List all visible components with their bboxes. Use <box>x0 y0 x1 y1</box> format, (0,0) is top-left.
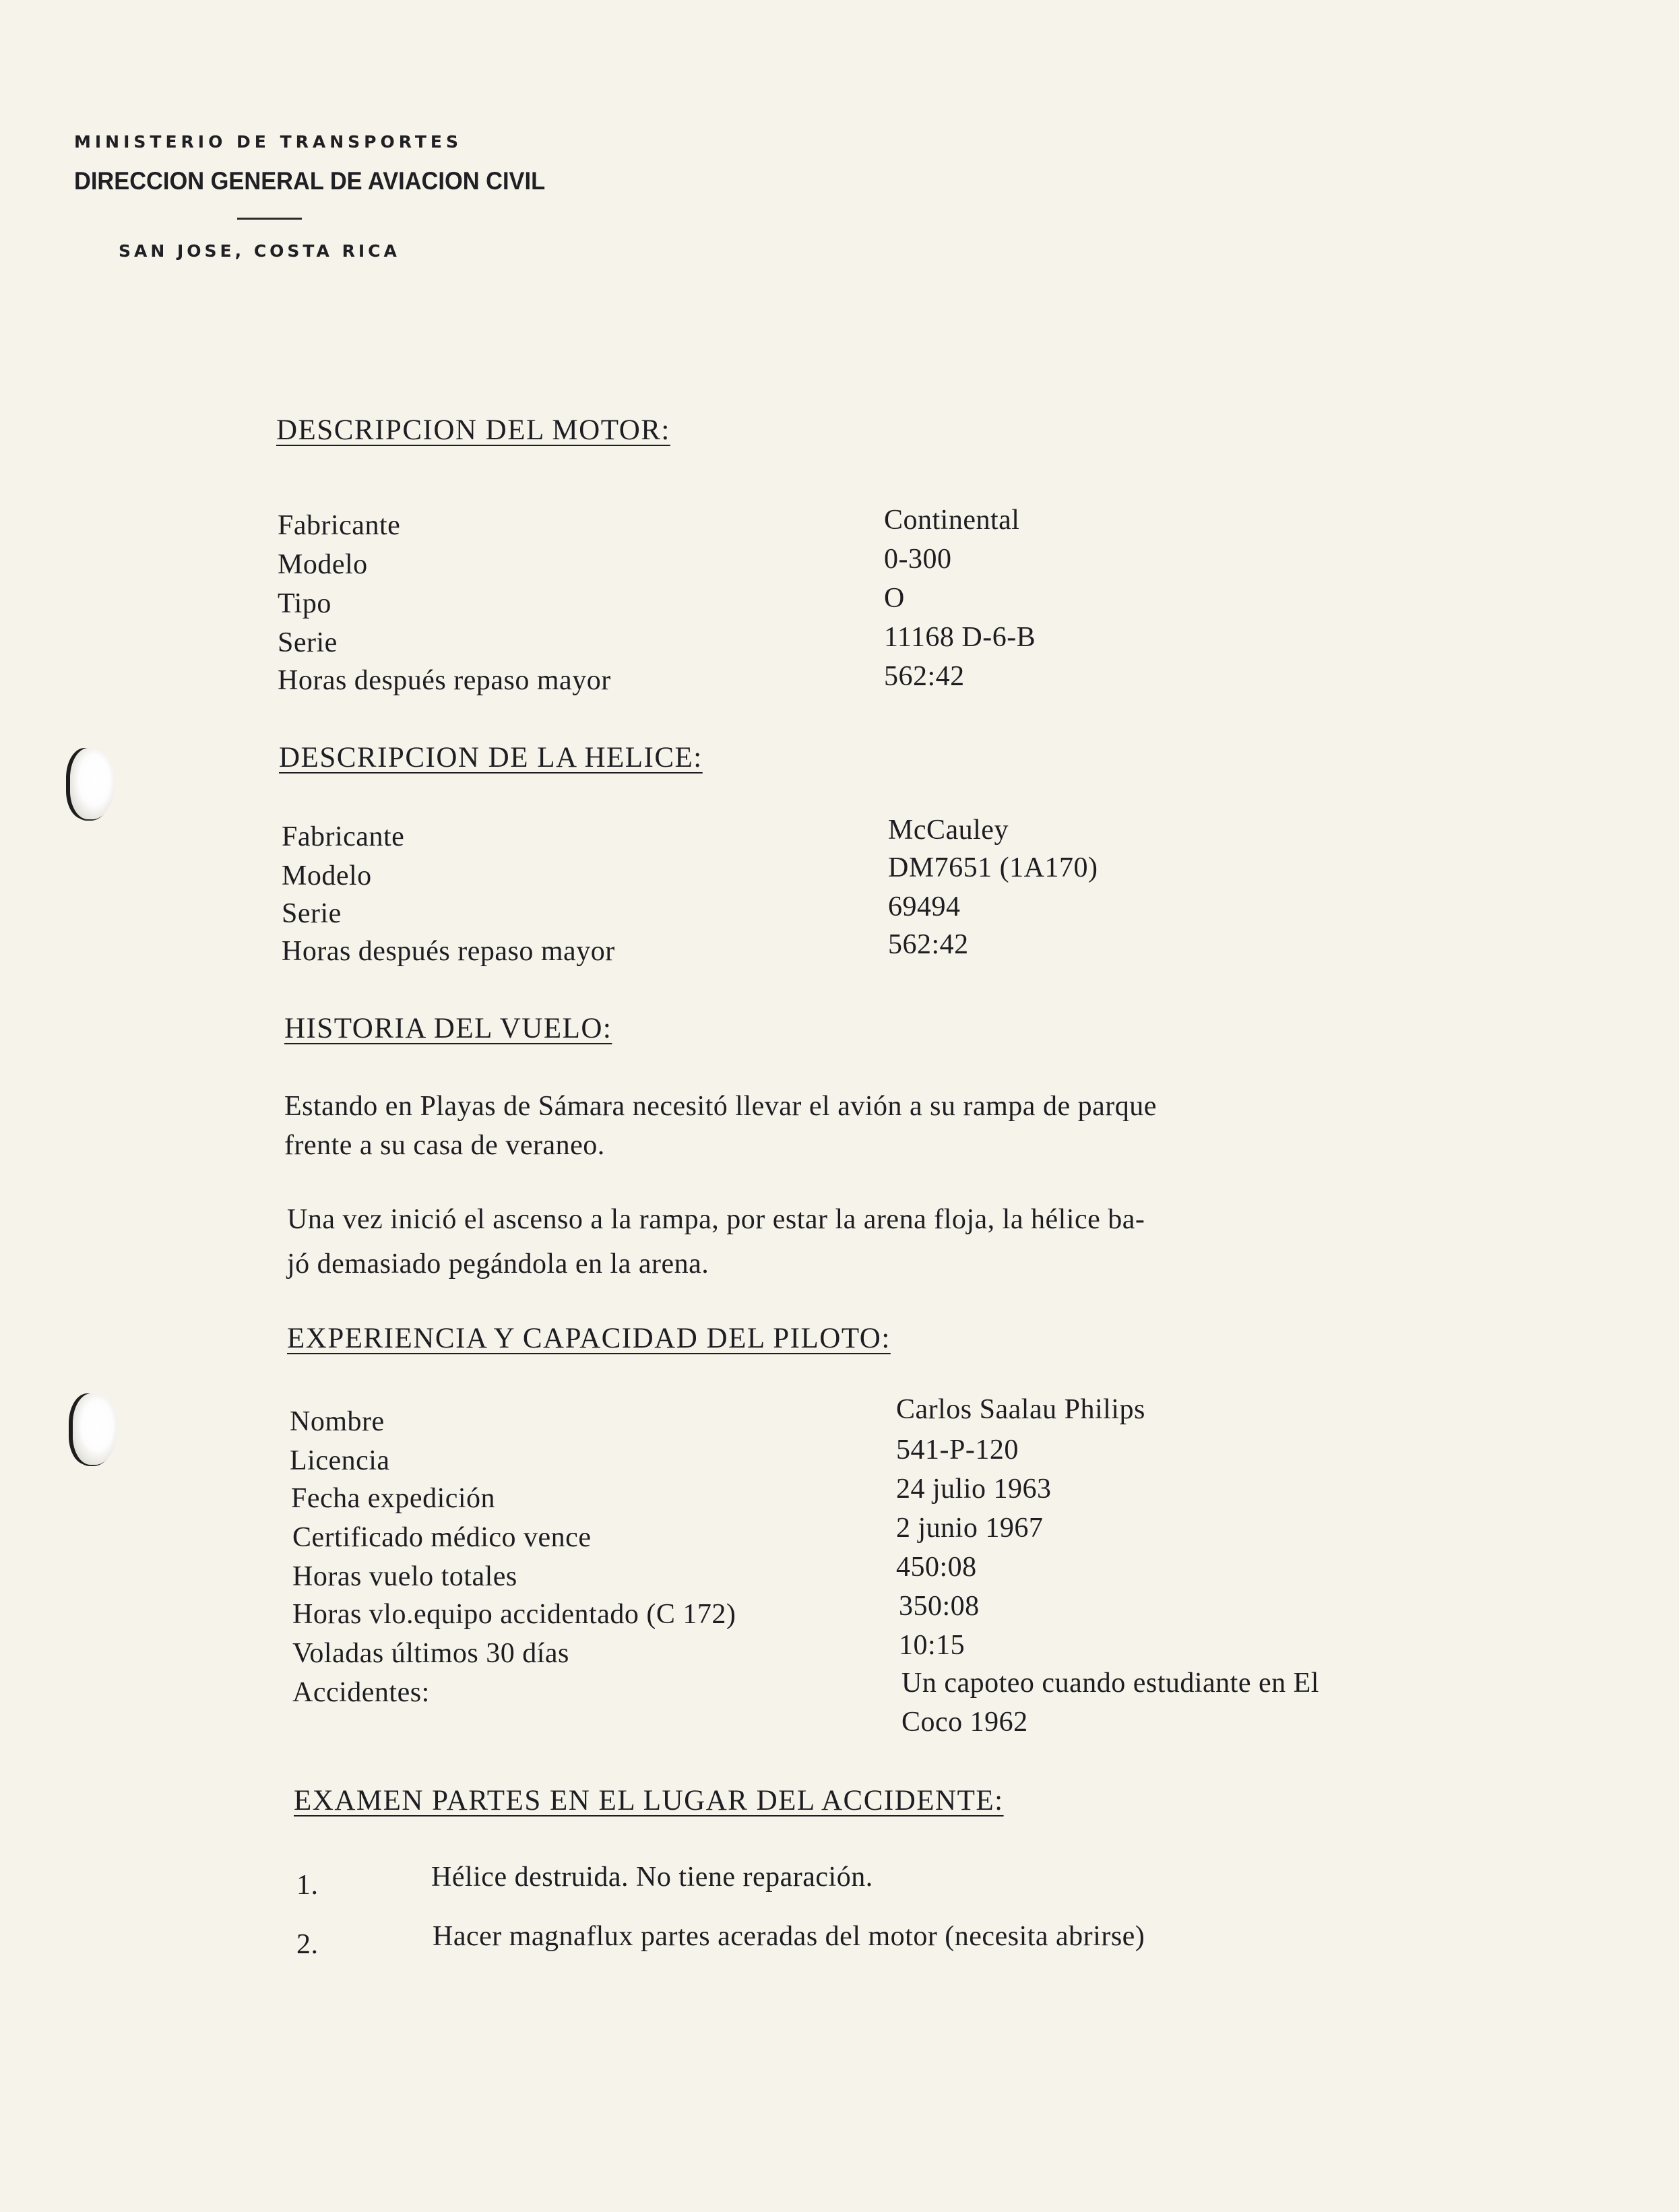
helice-label-modelo: Modelo <box>282 860 372 891</box>
punch-hole-top <box>70 748 115 819</box>
examen-heading: EXAMEN PARTES EN EL LUGAR DEL ACCIDENTE: <box>294 1785 1004 1816</box>
helice-value-horas: 562:42 <box>888 929 969 960</box>
piloto-value-nombre: Carlos Saalau Philips <box>896 1394 1145 1425</box>
motor-value-modelo: 0-300 <box>884 544 952 575</box>
letterhead-ministry: MINISTERIO DE TRANSPORTES <box>74 132 463 152</box>
piloto-value-voladas: 10:15 <box>899 1630 965 1661</box>
piloto-label-nombre: Nombre <box>290 1406 385 1437</box>
piloto-label-licencia: Licencia <box>290 1445 390 1476</box>
helice-label-fabricante: Fabricante <box>282 821 405 852</box>
examen-item-2-number: 2. <box>296 1929 319 1960</box>
historia-p1-line2: frente a su casa de veraneo. <box>284 1130 605 1161</box>
examen-item-1-number: 1. <box>296 1870 319 1901</box>
motor-value-serie: 11168 D-6-B <box>884 622 1036 653</box>
piloto-label-horas-totales: Horas vuelo totales <box>292 1561 517 1592</box>
motor-value-tipo: O <box>884 583 905 614</box>
historia-heading: HISTORIA DEL VUELO: <box>284 1013 612 1044</box>
piloto-value-fecha: 24 julio 1963 <box>896 1474 1052 1505</box>
piloto-value-horas-equipo: 350:08 <box>899 1591 980 1622</box>
piloto-value-accidentes: Un capoteo cuando estudiante en El <box>901 1668 1319 1699</box>
examen-item-1-text: Hélice destruida. No tiene reparación. <box>431 1862 873 1893</box>
motor-value-horas: 562:42 <box>884 661 965 692</box>
letterhead-divider <box>237 218 302 220</box>
motor-label-tipo: Tipo <box>278 588 331 619</box>
piloto-label-voladas: Voladas últimos 30 días <box>292 1638 569 1669</box>
helice-label-horas: Horas después repaso mayor <box>282 936 615 967</box>
piloto-value-licencia: 541-P-120 <box>896 1434 1019 1465</box>
motor-value-fabricante: Continental <box>884 505 1020 536</box>
piloto-value-accidentes-cont: Coco 1962 <box>901 1707 1028 1738</box>
letterhead-location: SAN JOSE, COSTA RICA <box>119 241 400 261</box>
helice-heading: DESCRIPCION DE LA HELICE: <box>279 742 703 773</box>
piloto-label-accidentes: Accidentes: <box>292 1677 430 1708</box>
helice-value-modelo: DM7651 (1A170) <box>888 852 1098 883</box>
piloto-value-certificado: 2 junio 1967 <box>896 1513 1044 1544</box>
motor-label-serie: Serie <box>278 627 338 658</box>
punch-hole-bottom <box>73 1393 117 1465</box>
motor-heading: DESCRIPCION DEL MOTOR: <box>276 414 670 446</box>
piloto-heading: EXPERIENCIA Y CAPACIDAD DEL PILOTO: <box>287 1323 891 1354</box>
letterhead-direction: DIRECCION GENERAL DE AVIACION CIVIL <box>74 167 546 195</box>
piloto-label-horas-equipo: Horas vlo.equipo accidentado (C 172) <box>292 1599 736 1630</box>
historia-p2-line1: Una vez inició el ascenso a la rampa, por estar la arena floja, la hélice ba- <box>287 1204 1145 1235</box>
piloto-label-certificado: Certificado médico vence <box>292 1522 592 1553</box>
examen-item-2-text: Hacer magnaflux partes aceradas del motor (necesita abrirse) <box>433 1921 1145 1952</box>
motor-label-horas: Horas después repaso mayor <box>278 665 611 696</box>
helice-value-fabricante: McCauley <box>888 815 1009 846</box>
piloto-value-horas-totales: 450:08 <box>896 1552 977 1583</box>
historia-p1-line1: Estando en Playas de Sámara necesitó llevar el avión a su rampa de parque <box>284 1091 1157 1122</box>
helice-label-serie: Serie <box>282 898 342 929</box>
motor-label-fabricante: Fabricante <box>278 510 401 541</box>
historia-p2-line2: jó demasiado pegándola en la arena. <box>287 1249 709 1279</box>
piloto-label-fecha: Fecha expedición <box>291 1483 496 1514</box>
helice-value-serie: 69494 <box>888 891 961 922</box>
motor-label-modelo: Modelo <box>278 549 368 580</box>
